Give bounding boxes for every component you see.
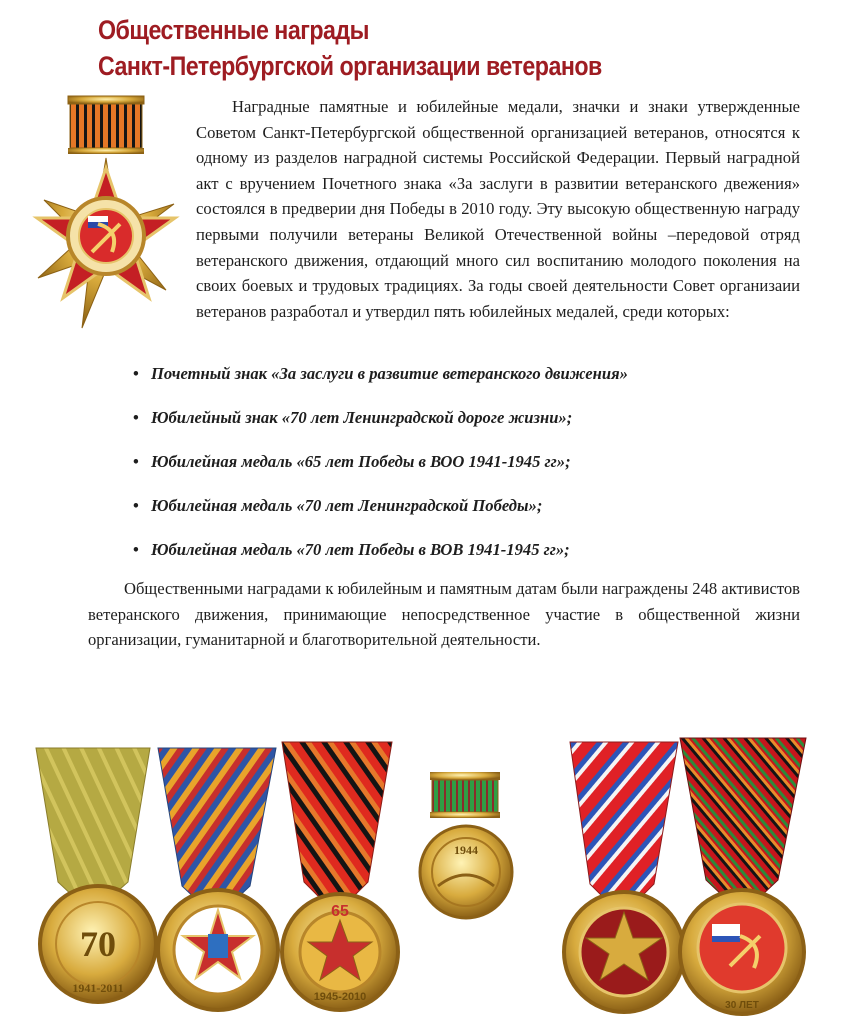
list-item: • Юбилейная медаль «70 лет Победы в ВОВ 1941-1945 гг»; <box>133 537 793 581</box>
medal-6-bottom: 30 ЛЕТ <box>725 1000 759 1011</box>
medal-1-year: 1941-2011 <box>72 981 124 995</box>
intro-paragraph: Наградные памятные и юбилейные медали, значки и знаки утвержденные Советом Санкт-Петербургской общественной организацией ветеранов, относятся к одному из разделов наградной системы Российской Федерации. Первый наградной акт с вручением Почетного знака «За заслуги в развитии ветеранского двежения» состоялся в предверии дня Победы в 2010 году. Эту высокую общественную награду первыми получили ветераны Великой Отечественной войны –передовой отряд ветеранского движения, отдающий много сил воспитанию молодого поколения на своих боевых и трудовых традициях. За годы своей деятельности Совет организаии ветеранов разработал и утвердил пять юбилейных медалей, среди которых: <box>196 97 800 321</box>
page-title <box>98 12 602 84</box>
medal-1 <box>36 748 156 1002</box>
medal-1-center: 70 <box>80 924 116 964</box>
medal-3-top: 65 <box>331 903 349 920</box>
list-item: • Почетный знак «За заслуги в развитие ветеранского движения» <box>133 361 793 405</box>
veteran-order-image <box>28 92 190 344</box>
medal-5 <box>564 742 684 1012</box>
list-item: • Юбилейный знак «70 лет Ленинградской дороге жизни»; <box>133 405 793 449</box>
medal-3-years: 1945-2010 <box>313 991 367 1003</box>
medal-2 <box>158 748 278 1010</box>
medal-3 <box>282 742 398 1010</box>
medal-4 <box>420 772 512 918</box>
awards-list <box>133 361 793 581</box>
medals-row-image <box>0 730 855 1024</box>
title-line-2: Санкт-Петербургской организации ветеранов <box>98 51 602 81</box>
medal-6 <box>680 738 806 1014</box>
list-item: • Юбилейная медаль «70 лет Ленинградской Победы»; <box>133 493 793 537</box>
list-item: • Юбилейная медаль «65 лет Победы в ВОО 1941-1945 гг»; <box>133 449 793 493</box>
outro-paragraph: Общественными наградами к юбилейным и памятным датам были награждены 248 активистов ветеранского движения, принимающие непосредственное участие в общественной жизни организации, гуманитарной и благотворительной деятельности. <box>88 579 800 650</box>
title-line-1: Общественные награды <box>98 15 369 45</box>
medal-4-years: 1944 <box>454 843 478 857</box>
